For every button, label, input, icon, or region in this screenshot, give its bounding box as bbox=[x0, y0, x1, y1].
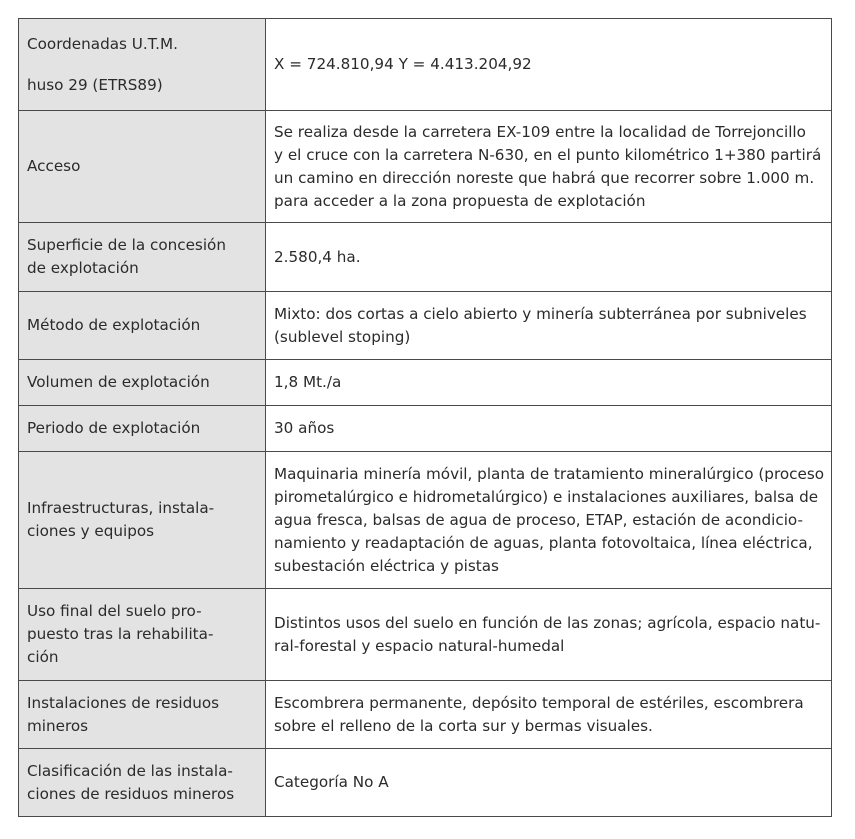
value-line: Se realiza desde la carretera EX-109 entre la localidad de Torrejoncillo bbox=[274, 122, 806, 141]
value-line: subestación eléctrica y pistas bbox=[274, 556, 499, 575]
label-line: Periodo de explotación bbox=[27, 419, 201, 437]
value-line: para acceder a la zona propuesta de explotación bbox=[274, 191, 646, 210]
label-cell-exploitation-volume bbox=[19, 360, 266, 406]
table-row bbox=[19, 589, 832, 681]
value-cell-exploitation-volume bbox=[266, 360, 832, 406]
value-line: Escombrera permanente, depósito temporal de estériles, escombrera bbox=[274, 693, 804, 712]
label-cell-waste-classification bbox=[19, 749, 266, 817]
value-line: un camino en dirección noreste que habrá que recorrer sobre 1.000 m. bbox=[274, 168, 815, 187]
label-cell-exploitation-period bbox=[19, 406, 266, 452]
value-cell-waste-facilities bbox=[266, 681, 832, 749]
table-row bbox=[19, 360, 832, 406]
value-line: pirometalúrgico e hidrometalúrgico) e instalaciones auxiliares, balsa de bbox=[274, 487, 819, 506]
table-row bbox=[19, 749, 832, 817]
value-line: y el cruce con la carretera N-630, en el punto kilométrico 1+380 partirá bbox=[274, 145, 822, 164]
label-cell-utm-coordinates bbox=[19, 19, 266, 111]
value-cell-waste-classification bbox=[266, 749, 832, 817]
label-line: puesto tras la rehabilita- bbox=[27, 625, 214, 643]
label-cell-concession-area bbox=[19, 223, 266, 292]
label-line: ciones y equipos bbox=[27, 522, 155, 540]
value-cell-exploitation-method bbox=[266, 292, 832, 360]
value-cell-infrastructure bbox=[266, 452, 832, 589]
table-row bbox=[19, 452, 832, 589]
value-cell-exploitation-period bbox=[266, 406, 832, 452]
value-line: 1,8 Mt./a bbox=[274, 373, 342, 391]
value-line: namiento y readaptación de aguas, planta fotovoltaica, línea eléctrica, bbox=[274, 533, 813, 552]
value-line: Categoría No A bbox=[274, 773, 389, 791]
value-line: X = 724.810,94 Y = 4.413.204,92 bbox=[274, 55, 532, 73]
value-cell-final-land-use bbox=[266, 589, 832, 681]
value-cell-utm-coordinates bbox=[266, 19, 832, 111]
table-row bbox=[19, 406, 832, 452]
value-line: Maquinaria minería móvil, planta de tratamiento mineralúrgico (proceso bbox=[274, 464, 825, 483]
label-line: Método de explotación bbox=[27, 316, 201, 334]
label-cell-final-land-use bbox=[19, 589, 266, 681]
value-line: ral-forestal y espacio natural-humedal bbox=[274, 636, 565, 655]
value-line: 30 años bbox=[274, 419, 335, 437]
label-line: huso 29 (ETRS89) bbox=[27, 75, 163, 94]
value-line: (sublevel stoping) bbox=[274, 327, 411, 346]
label-line: Acceso bbox=[27, 157, 81, 175]
spacer bbox=[27, 56, 259, 74]
label-line: Coordenadas U.T.M. bbox=[27, 34, 178, 53]
label-cell-access bbox=[19, 111, 266, 223]
table-row bbox=[19, 19, 832, 111]
label-line: Uso final del suelo pro- bbox=[27, 602, 202, 620]
label-cell-waste-facilities bbox=[19, 681, 266, 749]
label-line: Volumen de explotación bbox=[27, 373, 210, 391]
value-cell-concession-area bbox=[266, 223, 832, 292]
value-line: sobre el relleno de la corta sur y bermas visuales. bbox=[274, 716, 653, 735]
label-line: mineros bbox=[27, 716, 89, 735]
label-line: Instalaciones de residuos bbox=[27, 693, 220, 712]
table-row bbox=[19, 223, 832, 292]
value-line: Mixto: dos cortas a cielo abierto y minería subterránea por subniveles bbox=[274, 304, 807, 323]
table-row bbox=[19, 111, 832, 223]
label-line: ción bbox=[27, 648, 59, 666]
project-info-table bbox=[18, 18, 832, 817]
label-cell-infrastructure bbox=[19, 452, 266, 589]
label-line: Clasificación de las instala- bbox=[27, 761, 233, 780]
value-cell-access bbox=[266, 111, 832, 223]
label-line: ciones de residuos mineros bbox=[27, 784, 235, 803]
value-line: Distintos usos del suelo en función de las zonas; agrícola, espacio natu- bbox=[274, 613, 821, 632]
table-row bbox=[19, 292, 832, 360]
label-line: Infraestructuras, instala- bbox=[27, 499, 215, 517]
label-line: Superficie de la concesión bbox=[27, 236, 226, 254]
value-line: agua fresca, balsas de agua de proceso, ETAP, estación de acondicio- bbox=[274, 510, 803, 529]
label-cell-exploitation-method bbox=[19, 292, 266, 360]
label-line: de explotación bbox=[27, 259, 139, 277]
table-row bbox=[19, 681, 832, 749]
value-line: 2.580,4 ha. bbox=[274, 247, 361, 266]
